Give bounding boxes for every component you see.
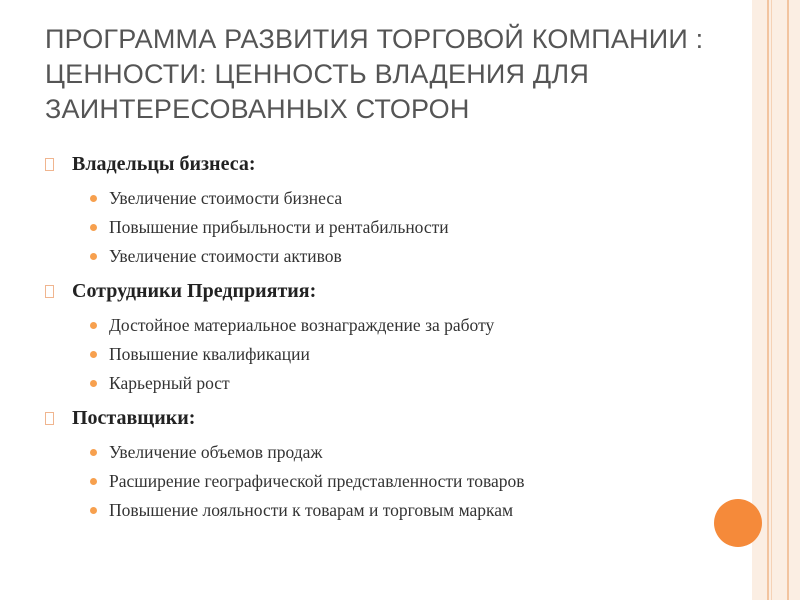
square-bullet-icon — [45, 285, 54, 298]
list-item-text: Увеличение стоимости активов — [109, 246, 342, 266]
section-employees — [44, 277, 744, 398]
list-item-text: Достойное материальное вознаграждение за работу — [109, 315, 495, 335]
list-item-text: Повышение прибыльности и рентабильности — [109, 217, 449, 237]
list-item-text: Карьерный рост — [109, 373, 230, 393]
list-item — [44, 340, 744, 369]
list-item — [44, 184, 744, 213]
decorative-stripe-line — [767, 0, 769, 600]
dot-bullet-icon — [90, 380, 97, 387]
list-item-text: Повышение квалификации — [109, 344, 310, 364]
dot-bullet-icon — [90, 224, 97, 231]
decorative-side-stripe — [752, 0, 800, 600]
list-item-text: Увеличение объемов продаж — [109, 442, 323, 462]
list-item-text: Увеличение стоимости бизнеса — [109, 188, 343, 208]
list-item — [44, 213, 744, 242]
decorative-stripe-line — [787, 0, 789, 600]
list-item-text: Расширение географической представленности товаров — [109, 471, 525, 491]
list-item — [44, 496, 744, 525]
section-heading — [44, 277, 744, 305]
square-bullet-icon — [45, 412, 54, 425]
square-bullet-icon — [45, 158, 54, 171]
list-item — [44, 369, 744, 398]
dot-bullet-icon — [90, 507, 97, 514]
decorative-accent-circle — [714, 499, 762, 547]
section-heading-text: Владельцы бизнеса: — [72, 152, 256, 175]
dot-bullet-icon — [90, 478, 97, 485]
slide-content — [44, 150, 744, 525]
section-business-owners — [44, 150, 744, 271]
section-heading-text: Сотрудники Предприятия: — [72, 279, 317, 302]
bullet-list — [44, 438, 744, 525]
section-heading — [44, 404, 744, 432]
dot-bullet-icon — [90, 195, 97, 202]
section-heading — [44, 150, 744, 178]
list-item — [44, 438, 744, 467]
section-suppliers — [44, 404, 744, 525]
list-item — [44, 311, 744, 340]
dot-bullet-icon — [90, 351, 97, 358]
dot-bullet-icon — [90, 253, 97, 260]
bullet-list — [44, 184, 744, 271]
dot-bullet-icon — [90, 322, 97, 329]
section-heading-text: Поставщики: — [72, 406, 196, 429]
dot-bullet-icon — [90, 449, 97, 456]
bullet-list — [44, 311, 744, 398]
list-item — [44, 242, 744, 271]
list-item-text: Повышение лояльности к товарам и торговым маркам — [109, 500, 514, 520]
slide-title: ПРОГРАММА РАЗВИТИЯ ТОРГОВОЙ КОМПАНИИ : ЦЕННОСТИ: ЦЕННОСТЬ ВЛАДЕНИЯ ДЛЯ ЗАИНТЕРЕСОВАННЫХ СТОРОН — [45, 24, 704, 124]
decorative-stripe-line — [771, 0, 772, 600]
list-item — [44, 467, 744, 496]
